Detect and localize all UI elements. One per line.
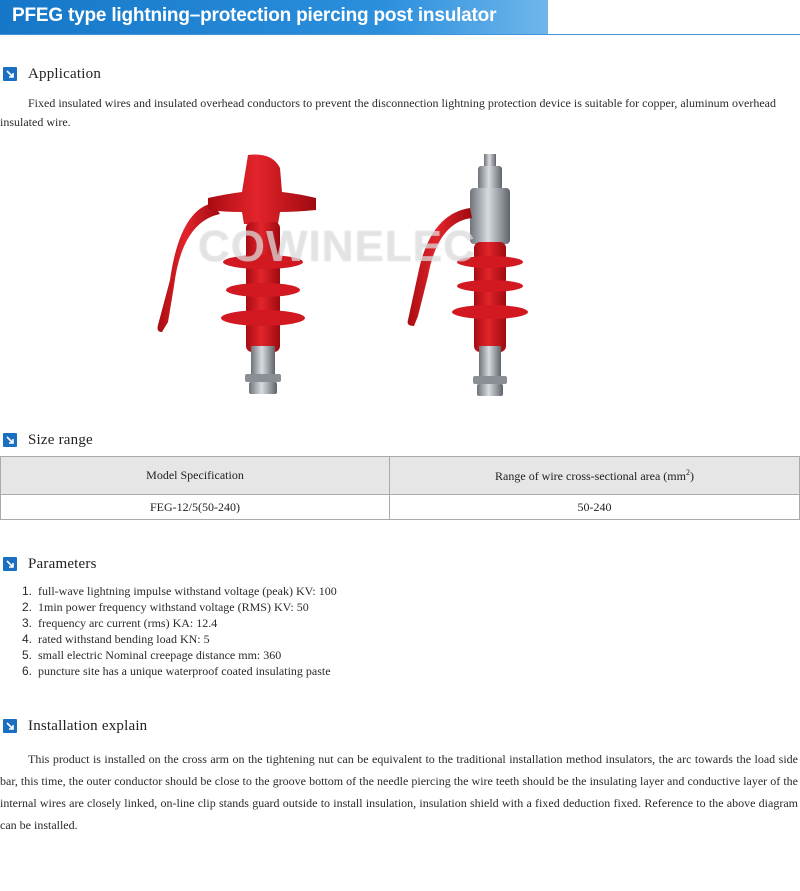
list-item: 1. full-wave lightning impulse withstand voltage (peak) KV: 100 bbox=[22, 584, 337, 598]
title-bar bbox=[0, 0, 548, 34]
size-range-table bbox=[0, 456, 800, 520]
application-text: Fixed insulated wires and insulated overhead conductors to prevent the disconnection lightning protection device is suitable for copper, aluminum overhead insulated wire. bbox=[0, 96, 776, 129]
table-row bbox=[1, 495, 800, 520]
section-title: Installation explain bbox=[28, 717, 148, 734]
table-header-row bbox=[1, 457, 800, 495]
list-item: 5. small electric Nominal creepage distance mm: 360 bbox=[22, 648, 282, 662]
section-installation bbox=[3, 716, 147, 736]
section-title: Parameters bbox=[28, 555, 97, 572]
parameter-list bbox=[22, 583, 337, 679]
cell-range: 50-240 bbox=[390, 495, 800, 520]
arrow-down-right-icon bbox=[3, 557, 17, 571]
arrow-down-right-icon bbox=[3, 433, 17, 447]
list-item: 4. rated withstand bending load KN: 5 bbox=[22, 632, 210, 646]
section-size-range bbox=[3, 430, 93, 450]
list-item: 3. frequency arc current (rms) KA: 12.4 bbox=[22, 616, 218, 630]
column-header-model: Model Specification bbox=[1, 457, 390, 495]
arrow-down-right-icon bbox=[3, 67, 17, 81]
section-title: Application bbox=[28, 65, 102, 82]
section-parameters bbox=[3, 554, 97, 574]
arrow-down-right-icon bbox=[3, 719, 17, 733]
product-image bbox=[140, 150, 540, 400]
list-item: 2. 1min power frequency withstand voltage (RMS) KV: 50 bbox=[22, 600, 309, 614]
installation-text: This product is installed on the cross arm on the tightening nut can be equivalent to the traditional installation method insulators, the arc towards the load side bar, this time, the outer conductor should be close to the groove bottom of the needle piercing the wire teeth should be the insulating layer and conductive layer of the internal wires are closely linked, on-line clip stands guard outside to install insulation, insulation shield with a fixed deduction fixed. Reference to the above diagram can be installed. bbox=[0, 752, 798, 832]
watermark-logo: COWINELEC bbox=[198, 222, 476, 271]
column-header-range: Range of wire cross-sectional area $(mm^2)$ bbox=[390, 457, 800, 495]
cell-model: FEG-12/5(50-240) bbox=[1, 495, 390, 520]
title-divider bbox=[0, 34, 800, 35]
section-title: Size range bbox=[28, 431, 93, 448]
section-application bbox=[3, 64, 101, 84]
list-item: 6. puncture site has a unique waterproof coated insulating paste bbox=[22, 664, 331, 678]
page-title: PFEG type lightning–protection piercing post insulator bbox=[12, 5, 497, 26]
